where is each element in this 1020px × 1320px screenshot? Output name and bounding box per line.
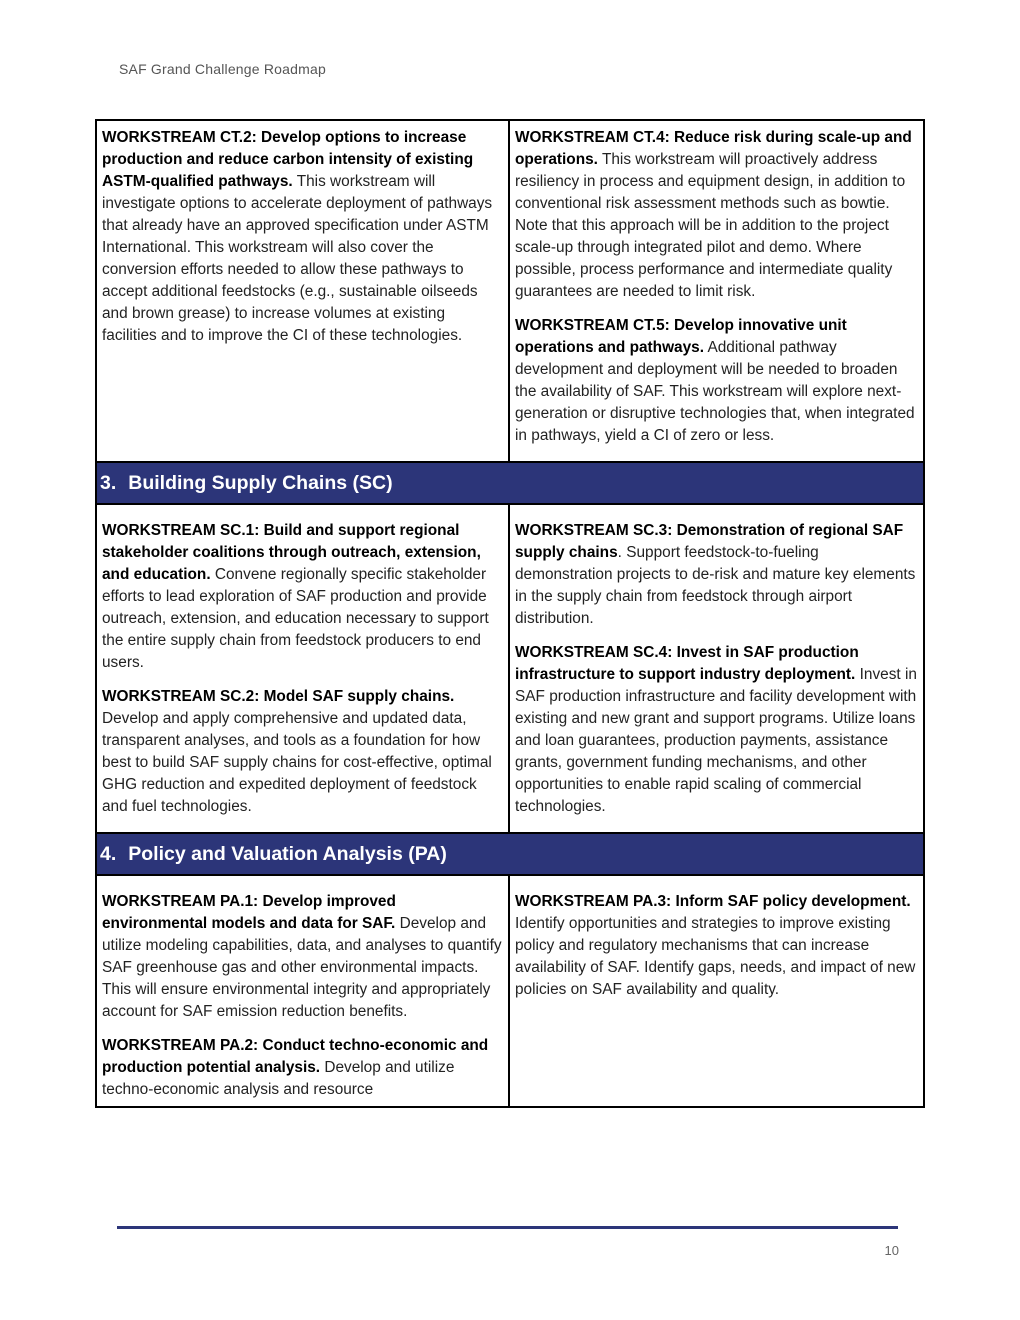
workstream-body: Develop and utilize modeling capabilities, data, and analyses to quantify SAF greenhouse gas and other environmental impacts. This will ensure environmental integrity and appropriately account for SAF emission reduction benefits. xyxy=(102,915,502,1020)
table-row xyxy=(97,121,923,461)
workstream-body: This workstream will investigate options to accelerate deployment of pathways that already have an approved specification under ASTM International. This workstream will also cover the conversion efforts needed to allow these pathways to accept additional feedstocks (e.g., sustainable oilseeds and brown grease) to increase volumes at existing facilities and to improve the CI of these technologies. xyxy=(102,173,493,344)
workstream-entry xyxy=(102,520,503,674)
workstream-entry xyxy=(102,1035,503,1101)
table-cell-right xyxy=(510,876,923,1106)
page-number: 10 xyxy=(884,1243,899,1258)
workstream-body: This workstream will proactively address resiliency in process and equipment design, in addition to conventional risk assessment methods such as bowtie. Note that this approach will be in addition to the project scale-up through integrated pilot and demo. Where possible, process performance and intermediate quality guarantees are needed to limit risk. xyxy=(515,151,906,300)
workstream-body: Identify opportunities and strategies to improve existing policy and regulatory mechanisms that can increase availability of SAF. Identify gaps, needs, and impact of new policies on SAF availability and quality. xyxy=(515,915,916,998)
workstream-title: WORKSTREAM SC.2: Model SAF supply chains. xyxy=(102,688,455,705)
workstream-body: Additional pathway development and deployment will be needed to broaden the availability of SAF. This workstream will explore next-generation or disruptive technologies that, when integrated in pathways, yield a CI of zero or less. xyxy=(515,339,915,444)
workstream-entry xyxy=(102,127,503,347)
table-cell-right xyxy=(510,121,923,461)
workstream-entry xyxy=(515,127,918,303)
section-number: 3. xyxy=(100,471,117,494)
section-title: Building Supply Chains (SC) xyxy=(128,471,393,494)
workstream-body: Convene regionally specific stakeholder efforts to lead exploration of SAF production and provide outreach, extension, and education necessary to support the entire supply chain from feedstock producers to end users. xyxy=(102,566,489,671)
workstream-entry xyxy=(515,891,918,1001)
table-cell-left xyxy=(97,505,510,832)
workstream-entry xyxy=(102,686,503,818)
workstream-title: WORKSTREAM SC.3: Demonstration of regional SAF supply chains xyxy=(515,522,904,561)
table-cell-left xyxy=(97,876,510,1106)
footer-rule xyxy=(117,1226,898,1229)
workstream-title: WORKSTREAM SC.4: Invest in SAF production infrastructure to support industry deployment. xyxy=(515,644,859,683)
workstream-title: WORKSTREAM SC.1: Build and support regional stakeholder coalitions through outreach, extension, and education. xyxy=(102,522,481,583)
section-number: 4. xyxy=(100,842,117,865)
workstream-entry xyxy=(515,642,918,818)
workstream-entry xyxy=(515,315,918,447)
workstream-title: WORKSTREAM CT.5: Develop innovative unit operations and pathways. xyxy=(515,317,847,356)
section-header xyxy=(97,832,923,876)
table-row xyxy=(97,505,923,832)
workstream-entry xyxy=(515,520,918,630)
workstream-title: WORKSTREAM CT.2: Develop options to increase production and reduce carbon intensity of existing ASTM-qualified pathways. xyxy=(102,129,474,190)
section-header xyxy=(97,461,923,505)
workstream-title: WORKSTREAM PA.1: Develop improved environmental models and data for SAF. xyxy=(102,893,396,932)
table-row xyxy=(97,876,923,1106)
workstream-body: . Support feedstock-to-fueling demonstration projects to de-risk and mature key elements in the supply chain from feedstock through airport distribution. xyxy=(515,544,916,627)
workstream-title: WORKSTREAM PA.2: Conduct techno-economic and production potential analysis. xyxy=(102,1037,489,1076)
table-cell-left xyxy=(97,121,510,461)
section-title: Policy and Valuation Analysis (PA) xyxy=(128,842,447,865)
workstream-title: WORKSTREAM CT.4: Reduce risk during scale-up and operations. xyxy=(515,129,912,168)
workstream-body: Invest in SAF production infrastructure and facility development with existing and new grant and support programs. Utilize loans and loan guarantees, production payments, assistance grants, government funding mechanisms, and other opportunities to enable rapid scaling of commercial technologies. xyxy=(515,666,917,815)
workstream-body: Develop and utilize techno-economic analysis and resource xyxy=(102,1059,455,1098)
workstream-title: WORKSTREAM PA.3: Inform SAF policy development. xyxy=(515,893,911,910)
workstream-table xyxy=(95,119,925,1108)
workstream-entry xyxy=(102,891,503,1023)
running-header: SAF Grand Challenge Roadmap xyxy=(119,61,326,77)
workstream-body: Develop and apply comprehensive and updated data, transparent analyses, and tools as a foundation for how best to build SAF supply chains for cost-effective, optimal GHG reduction and expedited deployment of feedstock and fuel technologies. xyxy=(102,710,492,815)
table-cell-right xyxy=(510,505,923,832)
